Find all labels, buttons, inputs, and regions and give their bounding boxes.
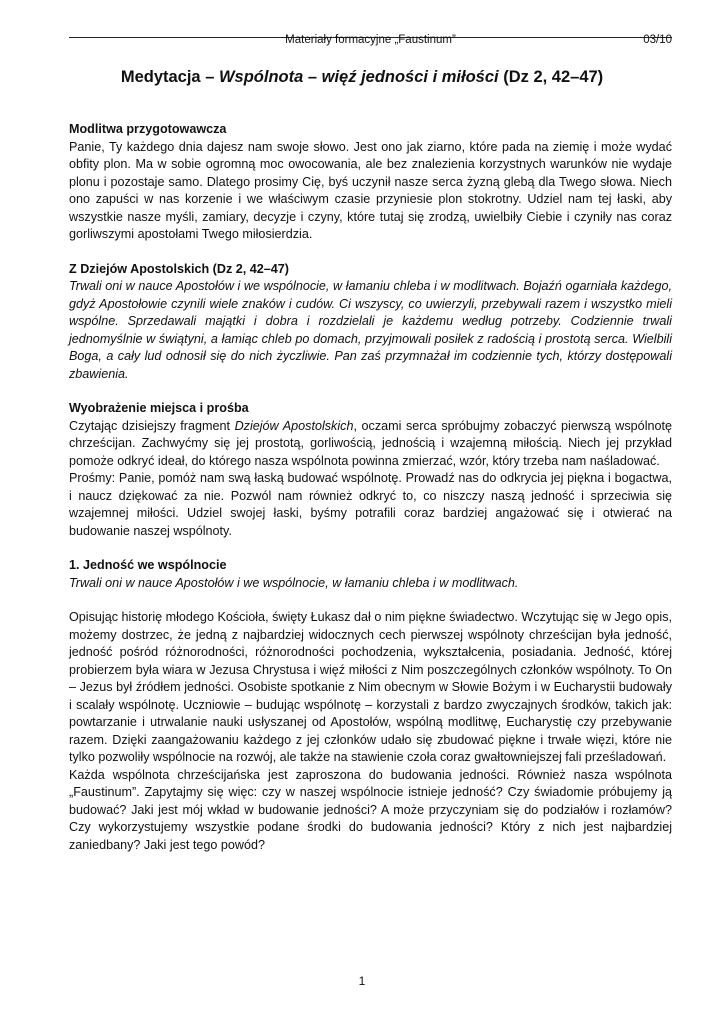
- reflection-paragraph: Każda wspólnota chrześcijańska jest zaproszona do budowania jedności. Również nasza wspólnota „Faustinum”. Zapytajmy się więc: czy w naszej wspólnocie istnieje jedność? Czy świadomie próbujemy ją budować? Jaki jest mój wkład w budowanie jedności? A może przyczyniam się do podziałów i rozłamów? Czy wykorzystujemy wszystkie podane środki do budowania jedności? Który z nich jest najbardziej zaniedbany? Jaki jest tego powód?: [69, 767, 672, 852]
- scripture-passage: Trwali oni w nauce Apostołów i we wspólnocie, w łamaniu chleba i w modlitwach. Bojaźń ogarniała każdego, gdyż Apostołowie czynili wiele znaków i cudów. Ci wszyscy, co uwierzyli, przebywali razem i wszystko mieli wspólne. Sprzedawali majątki i dobra i rozdzielali je każdemu według potrzeby. Codziennie trwali jednomyślnie w świątyni, a łamiąc chleb po domach, przyjmowali posiłek z radością i prostotą serca. Wielbili Boga, a cały lud odnosił się do nich życzliwie. Pan zaś przymnażał im codziennie tych, którzy dostępowali zbawienia.: [69, 279, 672, 381]
- section-heading-imagination: Wyobrażenie miejsca i prośba: [69, 401, 249, 415]
- prayer-paragraph: Panie, Ty każdego dnia dajesz nam swoje słowo. Jest ono jak ziarno, które pada na ziemię i może wydać obfity plon. Ma w sobie ogromną moc owocowania, ale bez znalezienia korzystnych warunków nie wydaje plonu i pozostaje samo. Dlatego prosimy Cię, byś uczynił nasze serca żyzną glebą dla Twego słowa. Niech ono zapuści w nas korzenie i we właściwym czasie przyniesie plon stokrotny. Udziel nam tej łaski, aby wszystkie nasze myśli, zamiary, decyzje i czyny, które tutaj się zrodzą, uwielbiły Ciebie i czyniły nas coraz gorliwszymi apostołami Twego miłosierdzia.: [69, 139, 672, 241]
- running-header: [69, 33, 672, 46]
- petition-paragraph: Prośmy: Panie, pomóż nam swą łaską budować wspólnotę. Prowadź nas do odkrycia jej piękna i bogactwa, i naucz dziękować za nie. Pozwól nam również odkryć to, co niszczy naszą jedność i sprzeciwia się wzajemnej miłości. Udziel swojej łaski, byśmy potrafili coraz bardziej angażować się i otwierać na budowanie naszej wspólnoty.: [69, 471, 672, 538]
- section-heading-unity: 1. Jedność we wspólnocie: [69, 558, 227, 572]
- imagination-paragraph: Czytając dzisiejszy fragment Dziejów Apostolskich, oczami serca spróbujmy zobaczyć pierwszą wspólnotę chrześcijan. Zachwyćmy się jej prostotą, gorliwością, jednością i wzajemną miłością. Niech jej przykład pomoże odkryć ideał, do którego nasza wspólnota powinna zmierzać, wzór, który trzeba nam naśladować.: [69, 418, 672, 468]
- book-title: Dziejów Apostolskich: [234, 418, 354, 433]
- page-reference: 03/10: [643, 34, 672, 46]
- document-body: [69, 121, 672, 854]
- series-title: Materiały formacyjne „Faustinum”: [285, 34, 456, 46]
- unity-quote: Trwali oni w nauce Apostołów i we wspólnocie, w łamaniu chleba i w modlitwach.: [69, 575, 519, 590]
- title-lead: Medytacja –: [120, 68, 215, 86]
- title-theme: Wspólnota – więź jedności i miłości: [218, 68, 499, 86]
- page-number: 1: [358, 974, 366, 988]
- section-heading-prayer: Modlitwa przygotowawcza: [69, 122, 227, 136]
- unity-paragraph: Opisując historię młodego Kościoła, święty Łukasz dał o nim piękne świadectwo. Wczytując się w Jego opis, możemy dostrzec, że jedną z najbardziej widocznych cech pierwszej wspólnoty chrześcijan była jedność, jedność pośród różnorodności, różnorodności pochodzenia, wykształcenia, posiadania. Jedność, której probierzem była wiara w Jezusa Chrystusa i więź miłości z Nim poszczególnych członków wspólnoty. To On – Jezus był źródłem jedności. Osobiste spotkanie z Nim obecnym w Słowie Bożym i w Eucharystii budowały i scalały wspólnotę. Uczniowie – budując wspólnotę – korzystali z bardzo zwyczajnych środków, takich jak: powtarzanie i utrwalanie nauki usłyszanej od Apostołów, wspólną modlitwę, Eucharystię czy przebywanie razem. Dzięki zaangażowaniu każdego z jej członków udało się zbudować piękne i trwałe więzi, które nie tylko pozwoliły wspólnocie na rozwój, ale także na stawienie czoła coraz gwałtowniejszej fali prześladowań.: [69, 610, 672, 764]
- section-heading-acts: Z Dziejów Apostolskich (Dz 2, 42–47): [69, 261, 289, 276]
- page-title: [40, 67, 684, 87]
- title-reference: (Dz 2, 42–47): [503, 68, 604, 86]
